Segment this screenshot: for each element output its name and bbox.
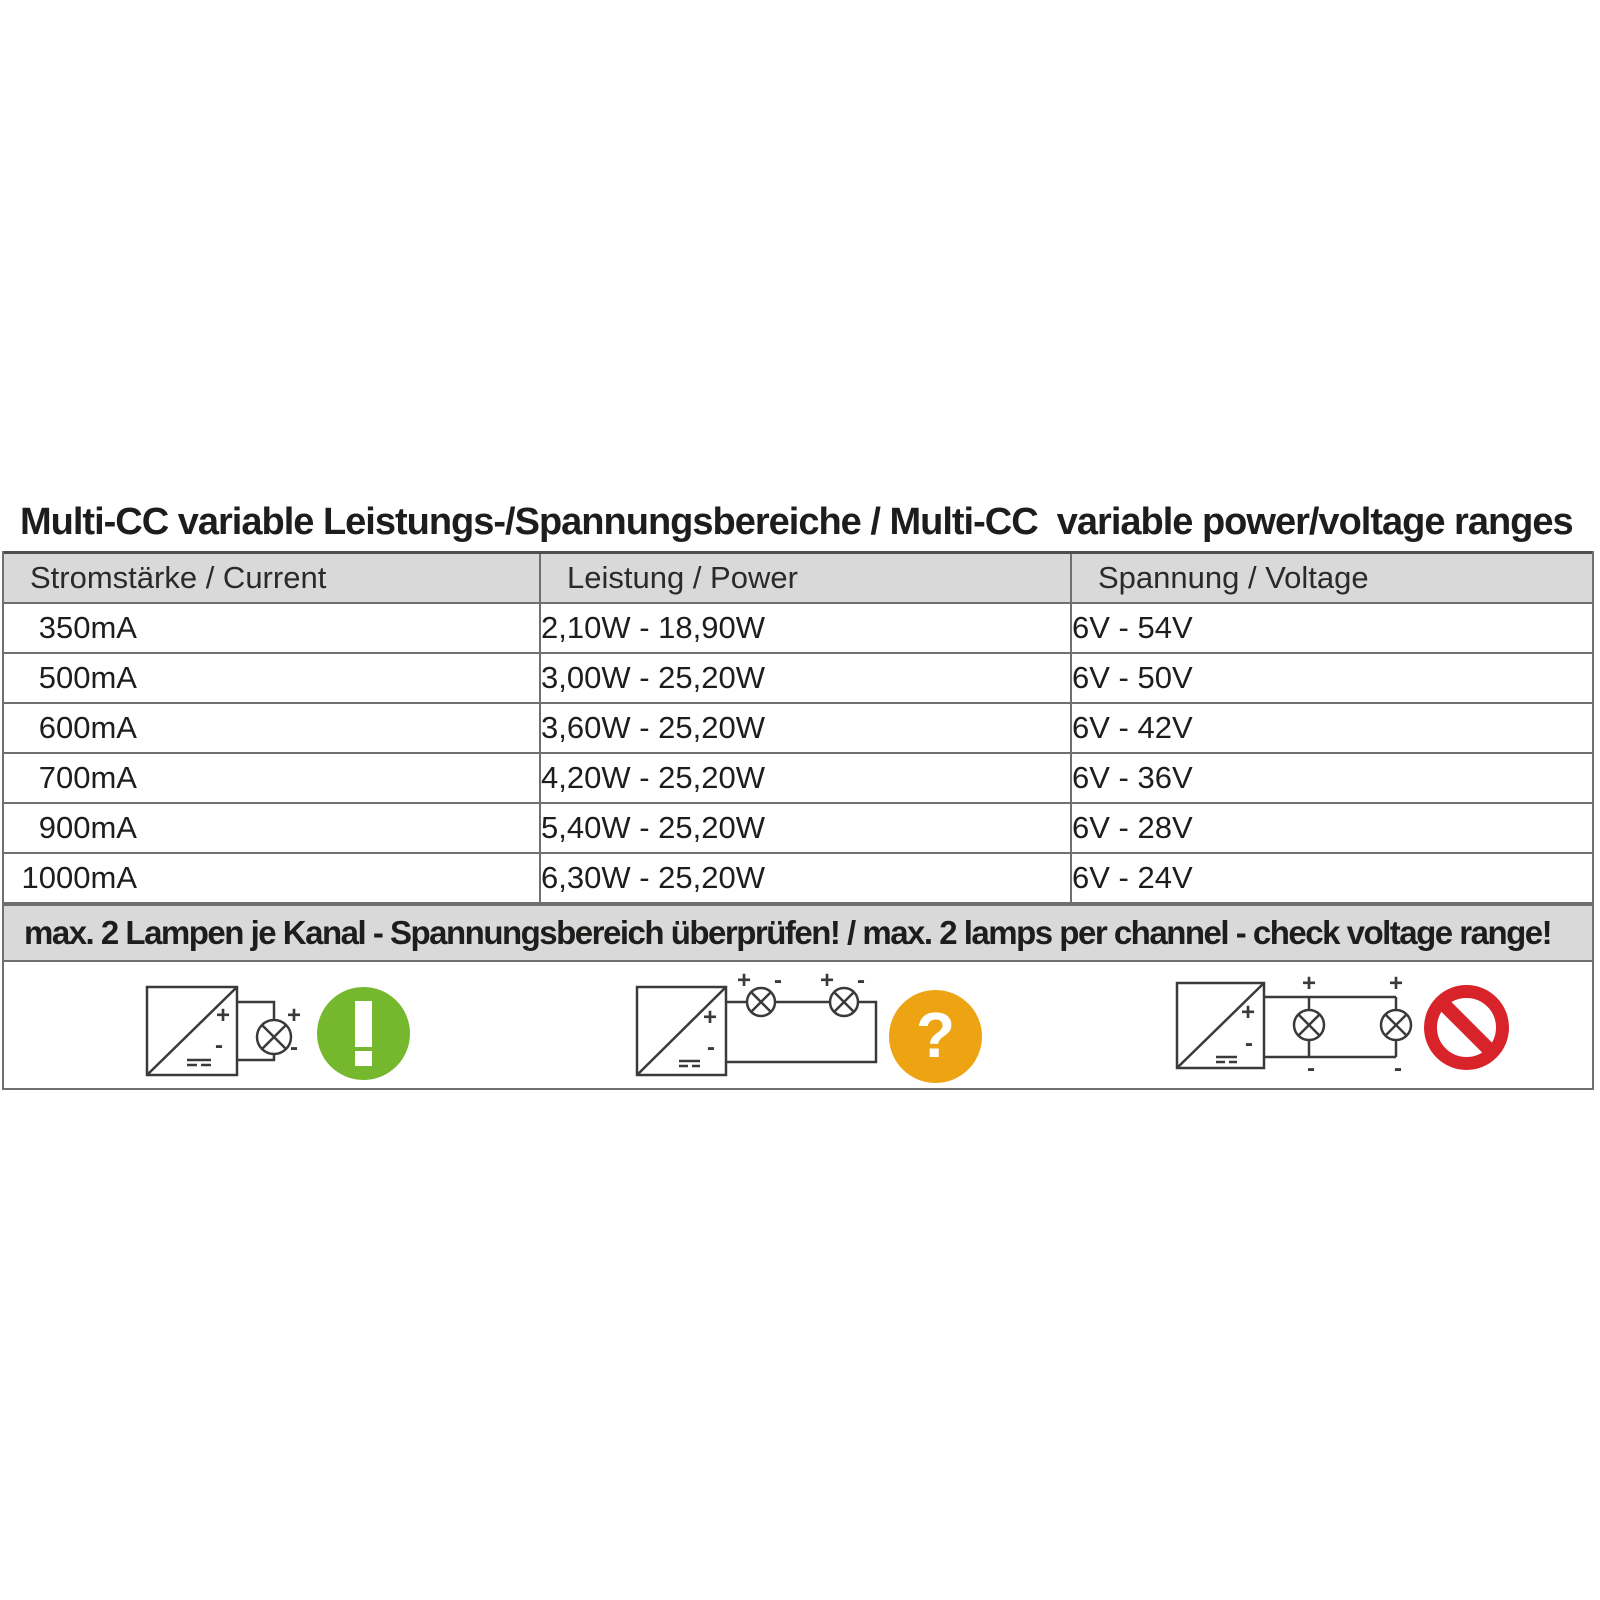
current-cell: 350mA (4, 603, 540, 653)
col-header-current: Stromstärke / Current (4, 553, 540, 604)
plus-label: + (819, 967, 835, 994)
circuit-two-lamps-series (635, 966, 925, 1081)
wires (1264, 997, 1396, 1057)
power-voltage-table (4, 551, 1592, 904)
power-cell: 6,30W - 25,20W (540, 853, 1071, 903)
table-row (4, 653, 1592, 703)
voltage-cell: 6V - 28V (1071, 803, 1592, 853)
lamp-icon (1381, 1010, 1411, 1040)
voltage-cell: 6V - 42V (1071, 703, 1592, 753)
lamp-icon (830, 988, 858, 1016)
current-cell: 700mA (4, 753, 540, 803)
no-entry-icon (1424, 985, 1509, 1070)
current-cell: 500mA (4, 653, 540, 703)
current-cell: 600mA (4, 703, 540, 753)
question-circle-icon (889, 990, 982, 1083)
circuit-two-lamps-parallel (1175, 966, 1425, 1081)
table-header-row (4, 553, 1592, 604)
warning-banner (4, 904, 1592, 962)
plus-label: + (1240, 999, 1256, 1026)
minus-label: - (215, 1032, 223, 1059)
wiring-diagrams (4, 962, 1592, 1090)
table-row (4, 753, 1592, 803)
lamp-icon (747, 988, 775, 1016)
lamp-icon (257, 1020, 291, 1054)
power-cell: 5,40W - 25,20W (540, 803, 1071, 853)
minus-label: - (857, 967, 865, 994)
minus-label: - (707, 1034, 715, 1061)
warning-text: max. 2 Lampen je Kanal - Spannungsbereich überprüfen! / max. 2 lamps per channel - check voltage range! (24, 914, 1552, 951)
page-title: Multi-CC variable Leistungs-/Spannungsbereiche / Multi-CC variable power/voltage ranges (20, 501, 1573, 543)
power-cell: 3,60W - 25,20W (540, 703, 1071, 753)
table-row (4, 853, 1592, 903)
lamp-icon (1294, 1010, 1324, 1040)
minus-label: - (774, 967, 782, 994)
table-row (4, 603, 1592, 653)
minus-label: - (290, 1034, 298, 1061)
exclamation-circle-icon (317, 987, 410, 1080)
plus-label: + (1301, 970, 1317, 997)
content-block (2, 551, 1594, 1090)
current-cell: 1000mA (4, 853, 540, 903)
circuit-single-lamp (145, 975, 325, 1087)
col-header-voltage: Spannung / Voltage (1071, 553, 1592, 604)
voltage-cell: 6V - 24V (1071, 853, 1592, 903)
voltage-cell: 6V - 36V (1071, 753, 1592, 803)
question-glyph: ? (915, 998, 956, 1071)
voltage-cell: 6V - 54V (1071, 603, 1592, 653)
power-cell: 2,10W - 18,90W (540, 603, 1071, 653)
exclamation-dot (355, 1051, 372, 1066)
minus-label: - (1307, 1055, 1315, 1082)
table-row (4, 803, 1592, 853)
table-row (4, 703, 1592, 753)
plus-label: + (286, 1002, 302, 1029)
minus-label: - (1394, 1055, 1402, 1082)
minus-label: - (1245, 1030, 1253, 1057)
power-cell: 4,20W - 25,20W (540, 753, 1071, 803)
plus-label: + (702, 1004, 718, 1031)
exclamation-bar (355, 1001, 372, 1047)
plus-label: + (215, 1002, 231, 1029)
col-header-power: Leistung / Power (540, 553, 1071, 604)
voltage-cell: 6V - 50V (1071, 653, 1592, 703)
current-cell: 900mA (4, 803, 540, 853)
plus-label: + (1388, 970, 1404, 997)
power-cell: 3,00W - 25,20W (540, 653, 1071, 703)
plus-label: + (736, 967, 752, 994)
